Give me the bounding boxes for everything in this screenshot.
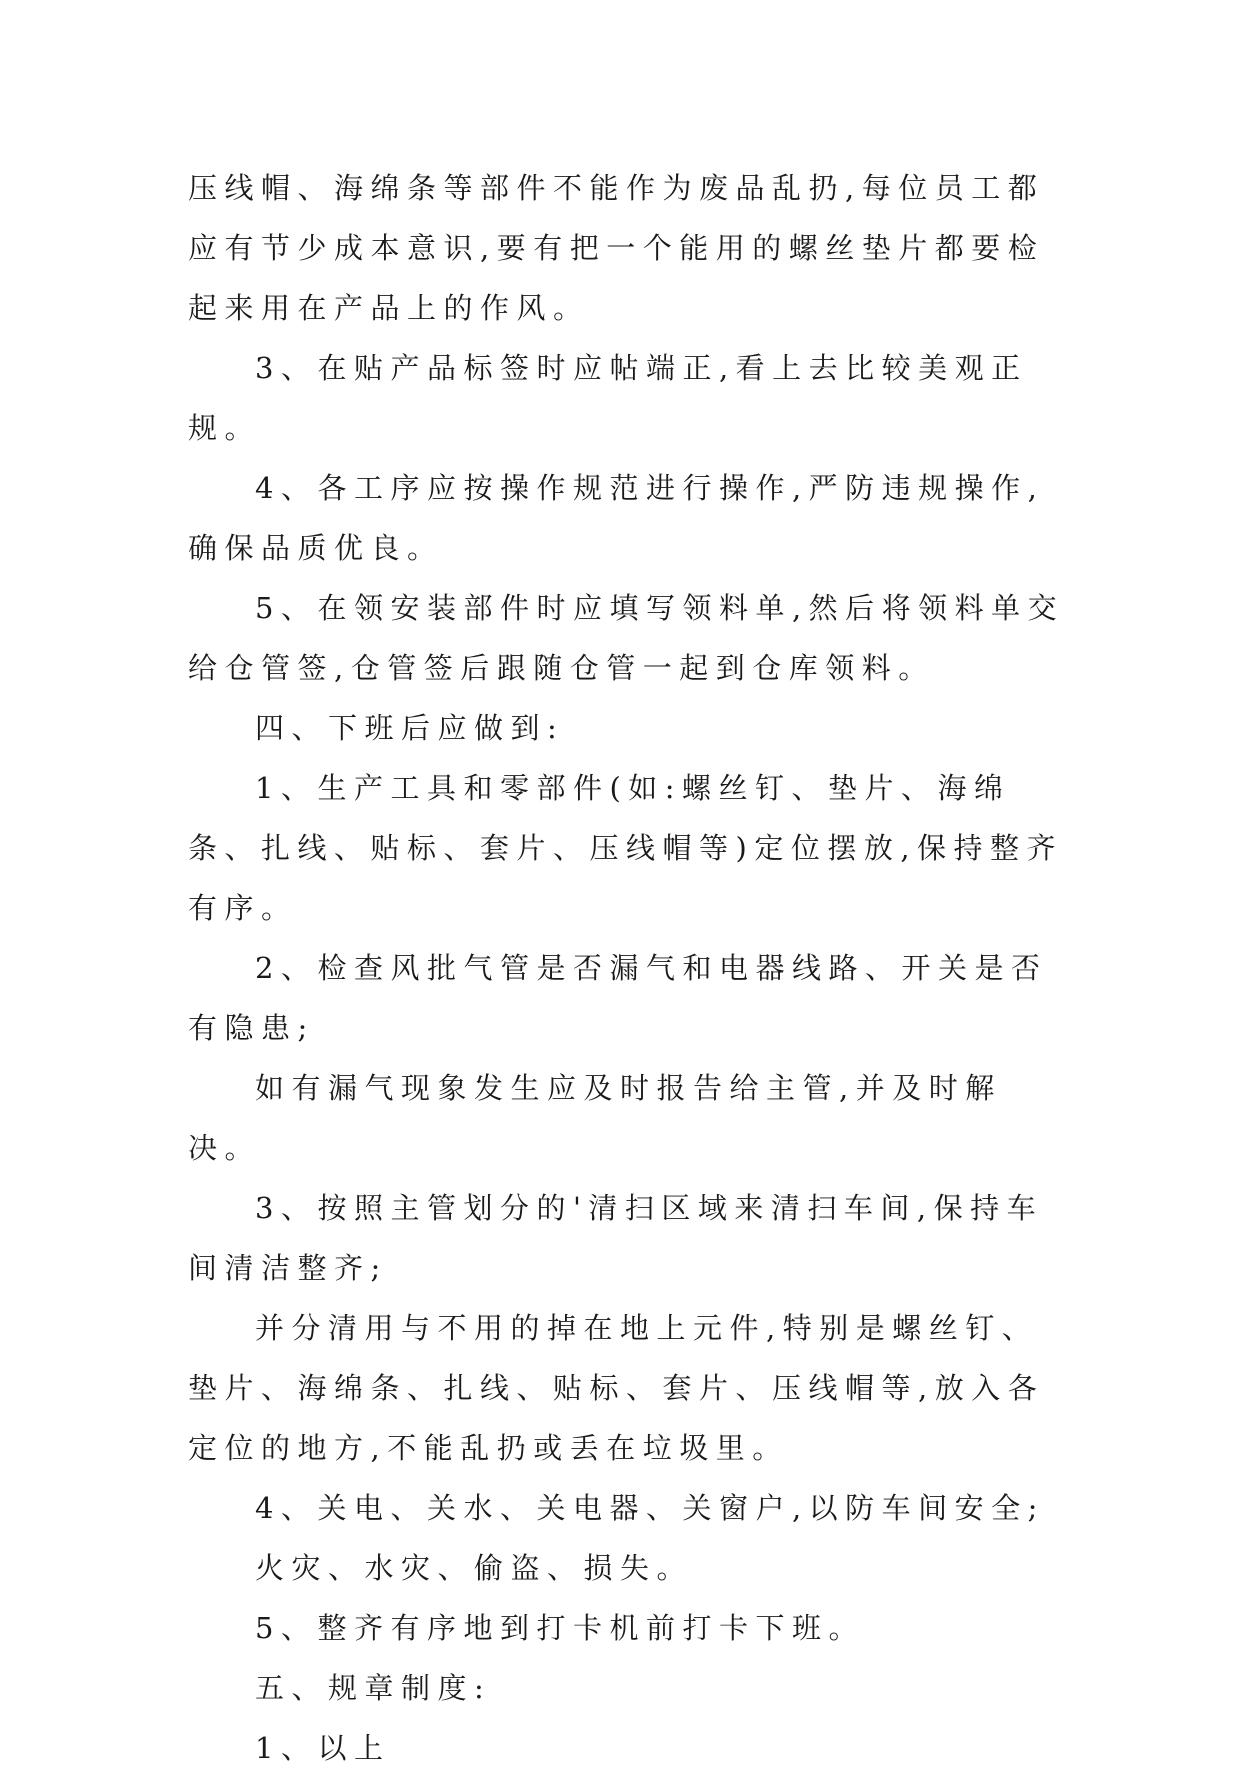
paragraph-item-4-process: 4、各工序应按操作规范进行操作,严防违规操作,确保品质优良。	[188, 471, 1045, 565]
paragraph-item-1-tools: 1、生产工具和零部件(如:螺丝钉、垫片、海绵条、扎线、贴标、套片、压线帽等)定位摆放,保持整齐有序。	[188, 771, 1064, 925]
paragraph-item-4-shutdown: 4、关电、关水、关电器、关窗户,以防车间安全;	[255, 1491, 1045, 1525]
paragraph-item-3-label: 3、在贴产品标签时应帖端正,看上去比较美观正规。	[188, 351, 1028, 445]
paragraph-leak-report: 如有漏气现象发生应及时报告给主管,并及时解决。	[188, 1071, 1002, 1165]
paragraph-item-3-cleaning: 3、按照主管划分的'清扫区域来清扫车间,保持车间清洁整齐;	[188, 1191, 1044, 1285]
paragraph-continuation: 压线帽、海绵条等部件不能作为废品乱扔,每位员工都应有节少成本意识,要有把一个能用的螺丝垫片都要检起来用在产品上的作风。	[188, 171, 1045, 325]
paragraph-hazards: 火灾、水灾、偷盗、损失。	[255, 1551, 694, 1585]
document-body	[188, 158, 1068, 1778]
section-heading-after-work: 四、下班后应做到:	[255, 711, 565, 745]
paragraph-sorting: 并分清用与不用的掉在地上元件,特别是螺丝钉、垫片、海绵条、扎线、贴标、套片、压线帽等,放入各定位的地方,不能乱扔或丢在垃圾里。	[188, 1311, 1045, 1465]
section-heading-rules: 五、规章制度:	[255, 1671, 492, 1705]
paragraph-item-5-clock-out: 5、整齐有序地到打卡机前打卡下班。	[255, 1611, 865, 1645]
paragraph-item-2-inspection: 2、检查风批气管是否漏气和电器线路、开关是否有隐患;	[188, 951, 1048, 1045]
paragraph-item-1-above: 1、以上	[255, 1731, 391, 1765]
paragraph-item-5-requisition: 5、在领安装部件时应填写领料单,然后将领料单交给仓管签,仓管签后跟随仓管一起到仓库领料。	[188, 591, 1065, 685]
